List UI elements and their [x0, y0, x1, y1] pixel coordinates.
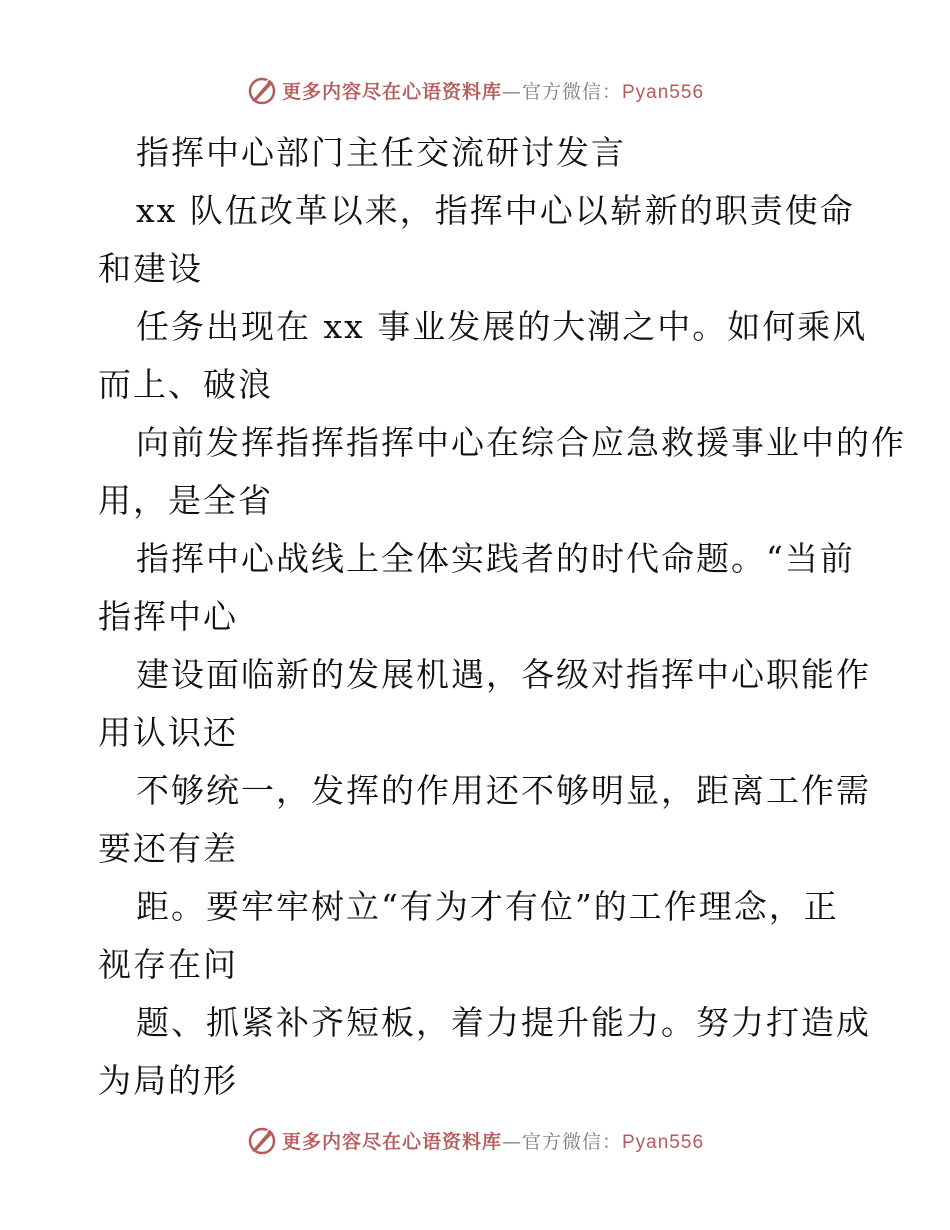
- text-line: xx 队伍改革以来，指挥中心以崭新的职责使命: [136, 191, 855, 230]
- text-line: 和建设: [98, 249, 203, 288]
- feather-pen-logo-icon: [246, 74, 278, 106]
- text-line: 指挥中心战线上全体实践者的时代命题。“当前: [136, 539, 855, 578]
- text-line: 用，是全省: [98, 481, 273, 520]
- banner-main-text: 更多内容尽在心语资料库: [281, 80, 502, 103]
- banner-separator: —: [501, 80, 522, 103]
- text-line: 用认识还: [98, 713, 238, 752]
- text-line: 建设面临新的发展机遇，各级对指挥中心职能作: [136, 655, 871, 694]
- text-line: 距。要牢牢树立“有为才有位”的工作理念，正: [136, 887, 839, 926]
- text-line: 不够统一，发挥的作用还不够明显，距离工作需: [136, 771, 871, 810]
- text-line: 向前发挥指挥指挥中心在综合应急救援事业中的作: [136, 423, 906, 462]
- text-line: 任务出现在 xx 事业发展的大潮之中。如何乘风: [136, 307, 868, 346]
- footer-banner: [0, 1120, 950, 1160]
- text-line: 指挥中心: [98, 597, 238, 636]
- text-line: 指挥中心部门主任交流研讨发言: [136, 133, 626, 172]
- header-banner: [0, 70, 950, 110]
- document-body: [98, 124, 906, 1110]
- feather-pen-logo-icon: [246, 1124, 278, 1156]
- banner-wechat-id: Pyan556: [622, 1131, 705, 1153]
- text-line: 视存在问: [98, 945, 238, 984]
- text-line: 而上、破浪: [98, 365, 273, 404]
- text-line: 题、抓紧补齐短板，着力提升能力。努力打造成: [136, 1003, 871, 1042]
- banner-main-text: 更多内容尽在心语资料库: [281, 1130, 502, 1153]
- banner-separator: —: [501, 1130, 522, 1153]
- banner-wechat-label: 官方微信：: [521, 80, 622, 103]
- banner-text: [282, 1127, 704, 1154]
- text-line: 为局的形: [98, 1061, 238, 1100]
- banner-wechat-id: Pyan556: [622, 81, 705, 103]
- banner-text: [282, 77, 704, 104]
- text-line: 要还有差: [98, 829, 238, 868]
- banner-wechat-label: 官方微信：: [521, 1130, 622, 1153]
